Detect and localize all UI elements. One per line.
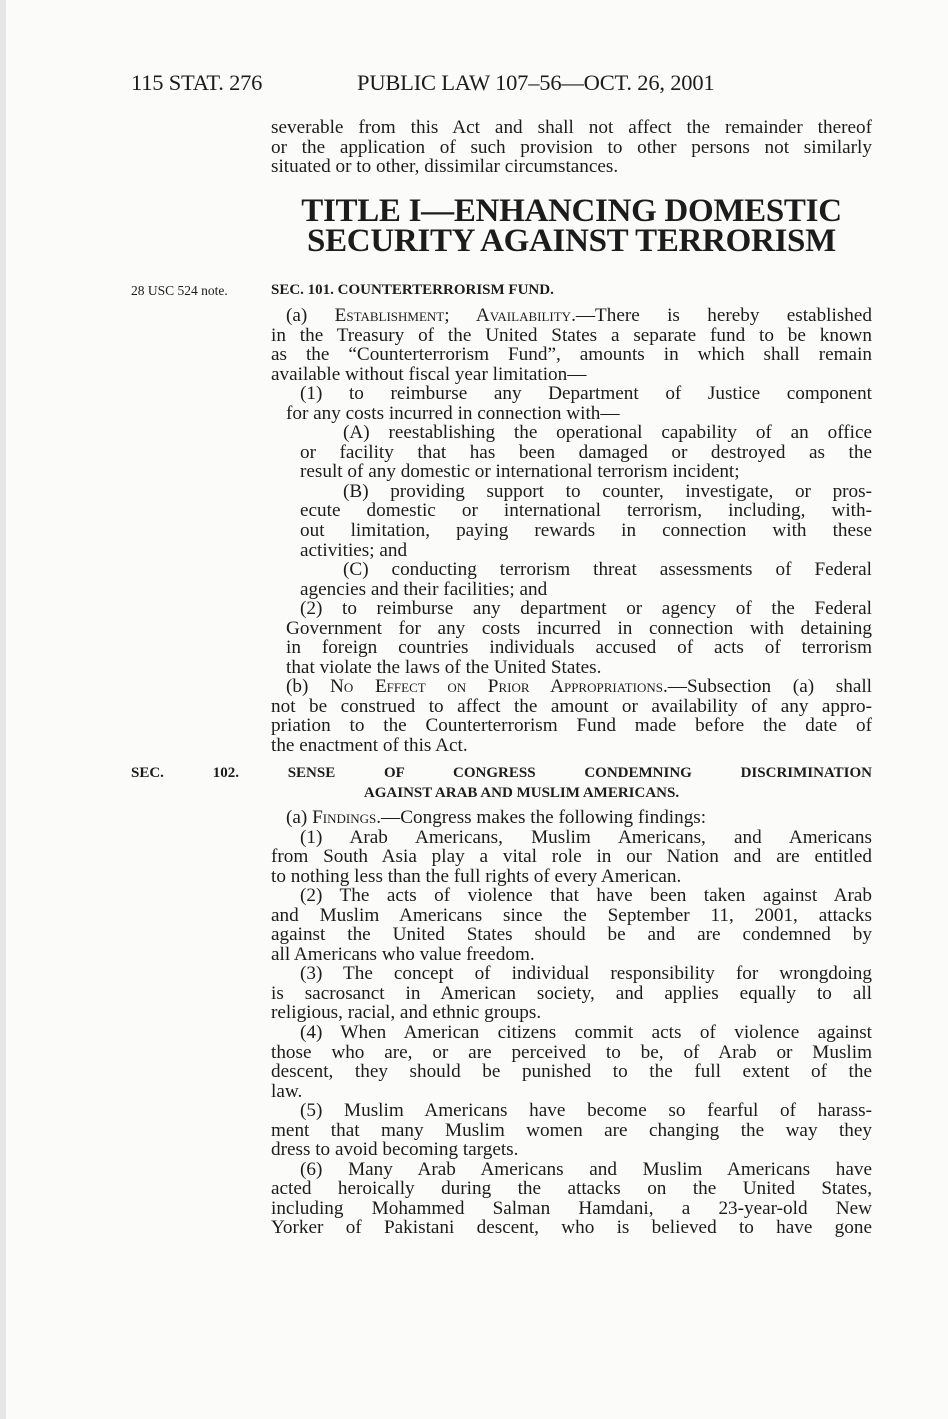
text-line: [271, 462, 872, 482]
scan-edge: [0, 0, 6, 1419]
line-text: or facility that has been damaged or destroyed as the: [300, 441, 872, 463]
text-line: [271, 118, 872, 138]
line-text: (6) Many Arab Americans and Muslim Americans have: [300, 1158, 872, 1180]
line-text: acted heroically during the attacks on the United States,: [271, 1178, 872, 1200]
line-text: in foreign countries individuals accused of acts of terrorism: [286, 637, 872, 659]
line-text: for any costs incurred in connection with—: [286, 402, 620, 424]
line-text: (1) Arab Americans, Muslim Americans, and Americans: [300, 826, 872, 848]
text-line: [271, 1023, 872, 1043]
text-line: [271, 599, 872, 619]
line-text: (b): [286, 676, 331, 698]
title-heading: [271, 193, 872, 259]
line-text: those who are, or are perceived to be, of Arab or Muslim: [271, 1041, 872, 1063]
text-line: [271, 365, 872, 385]
line-text: not be construed to affect the amount or availability of any appro-: [271, 695, 872, 717]
line-text: from South Asia play a vital role in our Nation and are entitled: [271, 846, 872, 868]
line-text: all Americans who value freedom.: [271, 943, 535, 965]
running-header: PUBLIC LAW 107–56—OCT. 26, 2001: [357, 70, 715, 95]
line-text: ecute domestic or international terrorism, including, with-: [300, 500, 872, 522]
line-text: (a): [286, 807, 313, 828]
line-text: (5) Muslim Americans have become so fearful of harass-: [300, 1100, 872, 1122]
text-line: [271, 1043, 872, 1063]
intro-paragraph: [271, 118, 872, 177]
line-text: (C) conducting terrorism threat assessments of Federal: [343, 559, 872, 581]
text-line: [271, 345, 872, 365]
text-line: [271, 306, 872, 326]
text-line: [271, 1160, 872, 1180]
heading-line: SEC. 102. SENSE OF CONGRESS CONDEMNING DISCRIMINATION: [131, 765, 872, 781]
text-line: [271, 1140, 872, 1160]
text-line: [271, 906, 872, 926]
line-text: including Mohammed Salman Hamdani, a 23-year-old New: [271, 1197, 872, 1219]
line-text: the enactment of this Act.: [271, 735, 468, 757]
text-line: [271, 521, 872, 541]
line-text: in the Treasury of the United States a separate fund to be known: [271, 324, 872, 346]
text-line: [271, 580, 872, 600]
line-text: dress to avoid becoming targets.: [271, 1139, 519, 1161]
text-line: [271, 1121, 872, 1141]
line-text: to nothing less than the full rights of every American.: [271, 865, 682, 887]
margin-note: 28 USC 524 note.: [131, 283, 228, 298]
line-text: is sacrosanct in American society, and applies equally to all: [271, 982, 872, 1004]
text-line: [271, 1218, 872, 1238]
line-text: religious, racial, and ethnic groups.: [271, 1002, 542, 1024]
text-line: [271, 560, 872, 580]
text-line: [271, 443, 872, 463]
line-text: severable from this Act and shall not affect the remainder thereof: [271, 117, 872, 138]
text-line: [271, 677, 872, 697]
text-line: [271, 384, 872, 404]
line-text: that violate the laws of the United States.: [286, 656, 602, 678]
line-text: .—There is hereby established: [571, 305, 872, 326]
text-line: [271, 404, 872, 424]
text-line: [271, 867, 872, 887]
text-line: [271, 1101, 872, 1121]
text-line: [271, 501, 872, 521]
text-line: [271, 808, 872, 828]
line-text: as the “Counterterrorism Fund”, amounts in which shall remain: [271, 344, 872, 366]
text-line: [271, 1179, 872, 1199]
text-line: [271, 658, 872, 678]
section-102-heading: [131, 763, 872, 803]
text-line: [271, 1199, 872, 1219]
text-line: [271, 541, 872, 561]
title-line: TITLE I—ENHANCING DOMESTIC: [301, 193, 842, 229]
line-text: Yorker of Pakistani descent, who is believed to have gone: [271, 1217, 872, 1239]
line-text: agencies and their facilities; and: [300, 578, 548, 600]
line-text: (2) The acts of violence that have been taken against Arab: [300, 885, 872, 907]
line-text: result of any domestic or international terrorism incident;: [300, 461, 740, 483]
line-text: ment that many Muslim women are changing the way they: [271, 1119, 872, 1141]
subsection-caption: Findings: [312, 807, 377, 828]
text-line: [271, 138, 872, 158]
line-text: (a): [286, 305, 335, 326]
line-text: out limitation, paying rewards in connection with these: [300, 520, 872, 542]
section-101-heading: SEC. 101. COUNTERTERRORISM FUND.: [271, 282, 554, 298]
line-text: (1) to reimburse any Department of Justice component: [300, 383, 872, 405]
line-text: .—Congress makes the following findings:: [376, 807, 707, 828]
line-text: situated or to other, dissimilar circumstances.: [271, 156, 619, 178]
line-text: .—Subsection (a) shall: [662, 676, 873, 698]
text-line: [271, 1082, 872, 1102]
line-text: priation to the Counterterrorism Fund made before the date of: [271, 715, 872, 737]
text-line: [271, 1062, 872, 1082]
line-text: (B) providing support to counter, investigate, or pros-: [343, 480, 872, 502]
line-text: Government for any costs incurred in connection with detaining: [286, 617, 872, 639]
text-line: [271, 736, 872, 756]
line-text: (A) reestablishing the operational capability of an office: [343, 422, 872, 444]
text-line: [271, 638, 872, 658]
text-line: [271, 828, 872, 848]
text-line: [271, 847, 872, 867]
heading-line: AGAINST ARAB AND MUSLIM AMERICANS.: [363, 785, 680, 801]
title-line: SECURITY AGAINST TERRORISM: [307, 223, 836, 259]
text-line: [271, 984, 872, 1004]
text-line: [271, 964, 872, 984]
section-102-body: [271, 808, 872, 1238]
line-text: available without fiscal year limitation—: [271, 363, 587, 385]
line-text: and Muslim Americans since the September 11, 2001, attacks: [271, 904, 872, 926]
line-text: descent, they should be punished to the full extent of the: [271, 1061, 872, 1083]
subsection-caption: Establishment; Availability: [334, 305, 572, 326]
text-line: [271, 423, 872, 443]
subsection-caption: No Effect on Prior Appropriations: [330, 676, 663, 698]
line-text: (3) The concept of individual responsibility for wrongdoing: [300, 963, 872, 985]
text-line: [271, 482, 872, 502]
statute-page-number: 115 STAT. 276: [131, 70, 263, 95]
line-text: against the United States should be and are condemned by: [271, 924, 872, 946]
text-line: [271, 326, 872, 346]
text-line: [271, 886, 872, 906]
text-line: [271, 1003, 872, 1023]
text-line: [271, 945, 872, 965]
text-line: [271, 716, 872, 736]
line-text: (4) When American citizens commit acts of violence against: [300, 1022, 872, 1044]
text-line: [271, 697, 872, 717]
line-text: (2) to reimburse any department or agency of the Federal: [300, 598, 872, 620]
line-text: activities; and: [300, 539, 408, 561]
section-101-body: [271, 306, 872, 756]
text-line: [271, 925, 872, 945]
text-line: [271, 157, 872, 177]
line-text: law.: [271, 1080, 303, 1102]
line-text: or the application of such provision to other persons not similarly: [271, 136, 872, 158]
text-line: [271, 619, 872, 639]
